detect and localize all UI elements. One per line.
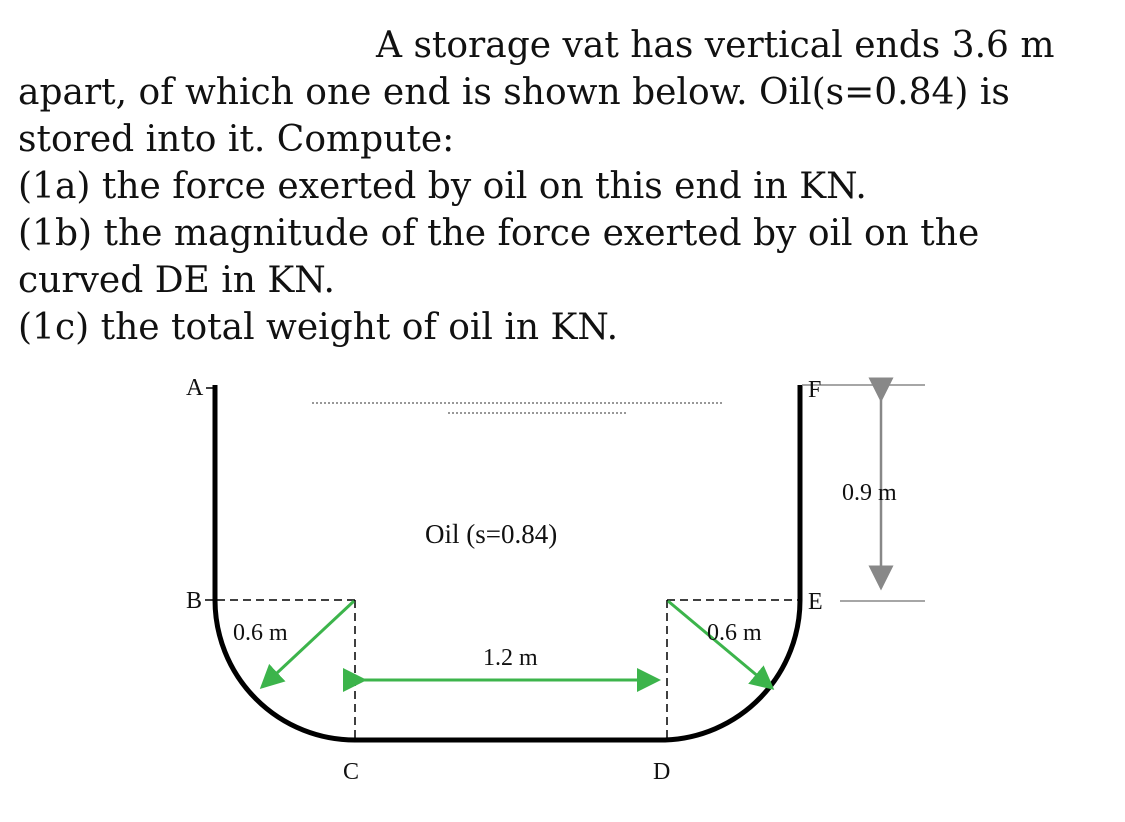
point-label-C: C	[343, 759, 360, 785]
bottom-width-label: 1.2 m	[483, 645, 538, 671]
problem-line-1: A storage vat has vertical ends 3.6 m	[376, 25, 1055, 66]
height-label: 0.9 m	[842, 480, 897, 506]
problem-line-5: (1b) the magnitude of the force exerted by oil on the	[18, 213, 980, 254]
right-radius-label: 0.6 m	[707, 620, 762, 646]
vat-outline	[215, 385, 800, 740]
point-label-B: B	[186, 588, 203, 614]
problem-line-6: curved DE in KN.	[18, 260, 335, 301]
problem-line-2: apart, of which one end is shown below. Oil(s=0.84) is	[18, 72, 1010, 113]
point-label-E: E	[808, 589, 823, 615]
point-label-F: F	[808, 377, 822, 403]
problem-line-7: (1c) the total weight of oil in KN.	[18, 307, 619, 348]
point-label-D: D	[653, 759, 671, 785]
problem-line-3: stored into it. Compute:	[18, 119, 455, 160]
point-label-A: A	[186, 375, 204, 401]
left-radius-label: 0.6 m	[233, 620, 288, 646]
problem-line-4: (1a) the force exerted by oil on this end in KN.	[18, 166, 867, 207]
fluid-label: Oil (s=0.84)	[425, 519, 558, 549]
